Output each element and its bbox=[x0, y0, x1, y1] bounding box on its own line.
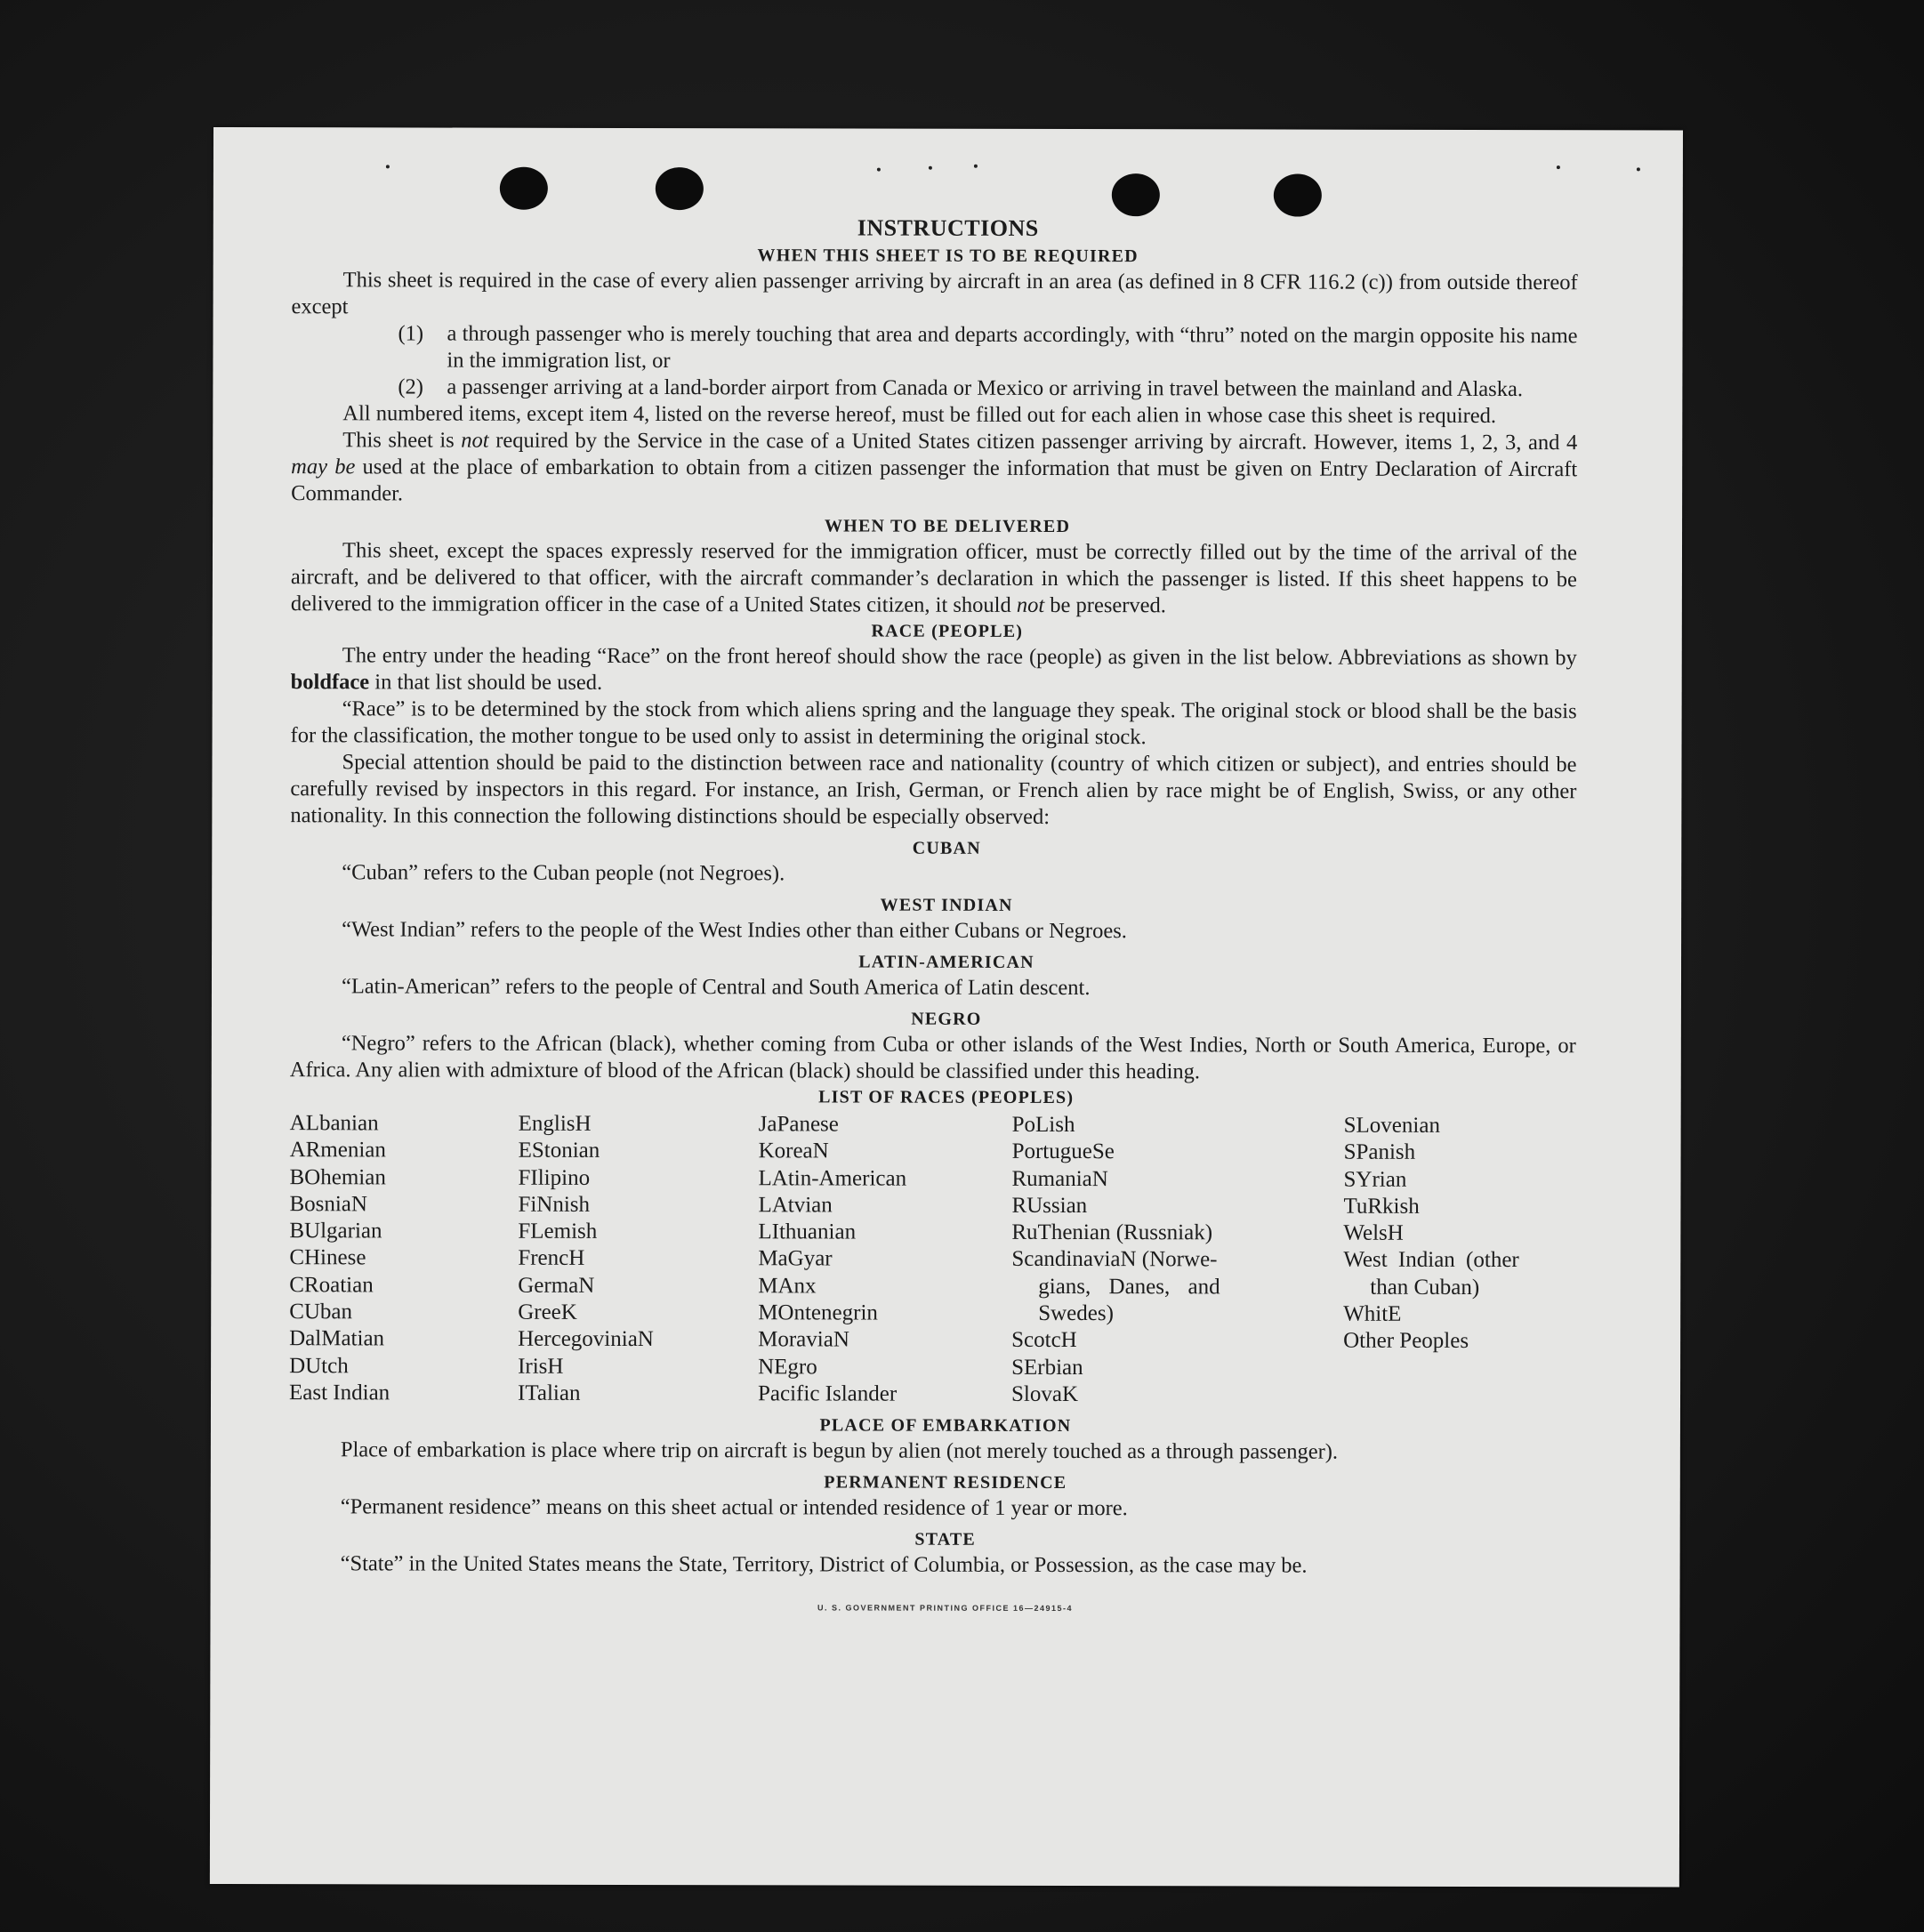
race-entry: GermaN bbox=[518, 1273, 595, 1298]
required-paragraph-3: This sheet is not required by the Service in the case of a United States citizen passenger arriving by aircraft. However, items 1, 2, 3, and 4 may be used at the place of embarkation to obtain from a citizen passenger the information that must be given on Entry Declaration of Aircraft Commander. bbox=[291, 428, 1578, 506]
race-entry: BOhemian bbox=[289, 1164, 386, 1190]
race-entry: CUban bbox=[289, 1300, 353, 1324]
paper-speck bbox=[1637, 167, 1640, 171]
paper-speck bbox=[1557, 165, 1560, 169]
race-entry: CRoatian bbox=[289, 1272, 374, 1298]
races-column-5 bbox=[1343, 1113, 1571, 1410]
race-paragraph-2: “Race” is to be determined by the stock from which aliens spring and the language they speak. The original stock or blood shall be the basis for the classification, the mother tongue to be used only to assist in determining the original stock. bbox=[290, 696, 1577, 750]
race-entry: JaPanese bbox=[758, 1112, 839, 1137]
race-entry: GreeK bbox=[518, 1300, 577, 1324]
document-body bbox=[288, 212, 1577, 1622]
section-heading-embarkation: PLACE OF EMBARKATION bbox=[819, 1415, 1072, 1437]
race-entry: DalMatian bbox=[289, 1326, 385, 1351]
race-entry: KoreaN bbox=[758, 1139, 829, 1163]
races-list bbox=[289, 1110, 1576, 1409]
race-entry: BUlgarian bbox=[289, 1219, 382, 1244]
race-entry: ITalian bbox=[517, 1381, 581, 1405]
exception-number: (2) bbox=[398, 374, 423, 399]
race-entry: RUssian bbox=[1011, 1193, 1088, 1218]
exception-item-1 bbox=[398, 320, 1577, 376]
race-entry: MAnx bbox=[758, 1274, 817, 1299]
exception-number: (1) bbox=[398, 321, 424, 346]
race-entry: LIthuanian bbox=[758, 1220, 857, 1244]
race-entry: FIlipino bbox=[518, 1165, 591, 1190]
race-entry: SLovenian bbox=[1343, 1113, 1441, 1138]
race-entry-continuation: gians, Danes, and bbox=[1038, 1274, 1220, 1300]
instruction-sheet bbox=[210, 127, 1683, 1887]
race-entry-continuation: than Cuban) bbox=[1370, 1275, 1480, 1300]
race-entry: TuRkish bbox=[1343, 1194, 1420, 1219]
race-entry: East Indian bbox=[288, 1381, 390, 1405]
exception-item-2 bbox=[398, 374, 1577, 403]
exception-text: a passenger arriving at a land-border airport from Canada or Mexico or arriving in travel between the mainland and Alaska. bbox=[447, 374, 1524, 402]
section-heading-required: WHEN THIS SHEET IS TO BE REQUIRED bbox=[757, 246, 1139, 267]
state-definition: “State” in the United States means the State, Territory, District of Columbia, or Possession, as the case may be. bbox=[340, 1551, 1308, 1578]
section-heading-latin-american: LATIN-AMERICAN bbox=[858, 952, 1034, 972]
punch-hole bbox=[1112, 173, 1160, 216]
race-entry: FiNnish bbox=[518, 1192, 591, 1217]
race-entry: SlovaK bbox=[1010, 1381, 1079, 1407]
race-paragraph-1: The entry under the heading “Race” on the front hereof should show the race (people) as given in the list below. Abbreviations as shown by boldface in that list should be used. bbox=[290, 643, 1577, 695]
race-entry: WelsH bbox=[1343, 1220, 1404, 1245]
document-title: INSTRUCTIONS bbox=[857, 214, 1039, 241]
latin-american-definition: “Latin-American” refers to the people of Central and South America of Latin descent. bbox=[341, 974, 1091, 1001]
section-heading-west-indian: WEST INDIAN bbox=[880, 895, 1013, 915]
race-entry: PoLish bbox=[1011, 1112, 1075, 1138]
paper-speck bbox=[877, 168, 881, 172]
race-entry: ALbanian bbox=[289, 1111, 379, 1136]
printing-office-imprint: U. S. GOVERNMENT PRINTING OFFICE 16—24915-4 bbox=[817, 1603, 1074, 1614]
race-entry: ScandinaviaN (Norwe- bbox=[1011, 1247, 1218, 1272]
race-entry: FrencH bbox=[518, 1246, 585, 1271]
race-entry: ScotcH bbox=[1011, 1328, 1077, 1353]
paper-speck bbox=[929, 166, 932, 170]
race-entry: MoraviaN bbox=[758, 1327, 849, 1352]
race-entry: MaGyar bbox=[758, 1246, 833, 1271]
paper-speck bbox=[974, 165, 978, 168]
punch-hole bbox=[656, 167, 704, 210]
races-column-4 bbox=[1011, 1112, 1344, 1409]
race-entry: NEgro bbox=[758, 1354, 817, 1380]
race-entry: LAtin-American bbox=[758, 1165, 907, 1191]
residence-definition: “Permanent residence” means on this sheet actual or intended residence of 1 year or more. bbox=[340, 1494, 1128, 1521]
race-entry: RuThenian (Russniak) bbox=[1011, 1220, 1213, 1245]
race-entry: SPanish bbox=[1343, 1139, 1416, 1165]
races-column-3 bbox=[758, 1111, 1012, 1408]
section-heading-delivered: WHEN TO BE DELIVERED bbox=[824, 516, 1071, 537]
race-entry: West Indian (other bbox=[1343, 1248, 1519, 1273]
race-entry: FLemish bbox=[518, 1219, 598, 1244]
section-heading-state: STATE bbox=[914, 1529, 977, 1550]
section-heading-residence: PERMANENT RESIDENCE bbox=[824, 1472, 1067, 1493]
delivered-paragraph: This sheet, except the spaces expressly reserved for the immigration officer, must be correctly filled out by the time of the arrival of the aircraft, and be delivered to that officer, with the aircraft commander’s declaration in which the passenger is listed. If this sheet happens to be delivered to the immigration officer in the case of a United States citizen, it should not be preserved. bbox=[290, 538, 1578, 618]
required-paragraph-2: All numbered items, except item 4, listed on the reverse hereof, must be filled out for each alien in whose case this sheet is required. bbox=[342, 401, 1497, 429]
embarkation-definition: Place of embarkation is place where trip on aircraft is begun by alien (not merely touched as a through passenger). bbox=[340, 1437, 1339, 1464]
race-entry: SYrian bbox=[1343, 1167, 1407, 1192]
section-heading-race: RACE (PEOPLE) bbox=[871, 621, 1024, 641]
race-entry: LAtvian bbox=[758, 1193, 833, 1218]
race-entry: WhitE bbox=[1343, 1301, 1402, 1326]
required-paragraph-1: This sheet is required in the case of every alien passenger arriving by aircraft in an area (as defined in 8 CFR 116.2 (c)) from outside thereof except bbox=[291, 268, 1578, 319]
race-entry: BosniaN bbox=[289, 1192, 367, 1217]
section-heading-list-of-races: LIST OF RACES (PEOPLES) bbox=[818, 1087, 1075, 1108]
race-entry: EStonian bbox=[518, 1139, 600, 1163]
race-entry: RumaniaN bbox=[1011, 1166, 1108, 1191]
exception-text: a through passenger who is merely touching that area and departs accordingly, with “thru” noted on the margin opposite his name in the immigration list, or bbox=[447, 321, 1578, 374]
race-entry-continuation: Swedes) bbox=[1038, 1301, 1114, 1326]
races-column-2 bbox=[518, 1111, 759, 1408]
race-entry: MOntenegrin bbox=[758, 1300, 878, 1325]
punch-hole bbox=[1274, 173, 1322, 216]
race-entry: PortugueSe bbox=[1011, 1139, 1115, 1164]
race-entry: SErbian bbox=[1011, 1355, 1083, 1380]
race-entry: DUtch bbox=[289, 1353, 349, 1378]
race-entry: HercegoviniaN bbox=[518, 1327, 654, 1352]
race-entry: ARmenian bbox=[289, 1138, 386, 1163]
section-heading-cuban: CUBAN bbox=[912, 838, 981, 858]
negro-definition: “Negro” refers to the African (black), whether coming from Cuba or other islands of the West Indies, North or South America, Europe, or Africa. Any alien with admixture of blood of the African (black) should be classified under this heading. bbox=[289, 1031, 1576, 1084]
race-entry: CHinese bbox=[289, 1245, 366, 1270]
punch-hole bbox=[500, 167, 548, 210]
race-entry: IrisH bbox=[518, 1354, 564, 1379]
race-entry: Pacific Islander bbox=[757, 1381, 898, 1406]
west-indian-definition: “West Indian” refers to the people of the West Indies other than either Cubans or Negroes. bbox=[342, 917, 1127, 944]
race-paragraph-3: Special attention should be paid to the distinction between race and nationality (country of which citizen or subject), and entries should be carefully revised by inspectors in this regard. For instance, an Irish, German, or French alien by race might be of English, Swiss, or any other nationality. In this connection the following distinctions should be especially observed: bbox=[290, 750, 1577, 829]
races-column-1 bbox=[289, 1110, 519, 1407]
cuban-definition: “Cuban” refers to the Cuban people (not Negroes). bbox=[342, 860, 785, 886]
section-heading-negro: NEGRO bbox=[911, 1009, 982, 1029]
race-entry: EnglisH bbox=[518, 1111, 592, 1136]
paper-speck bbox=[386, 165, 390, 168]
race-entry: Other Peoples bbox=[1343, 1329, 1469, 1354]
